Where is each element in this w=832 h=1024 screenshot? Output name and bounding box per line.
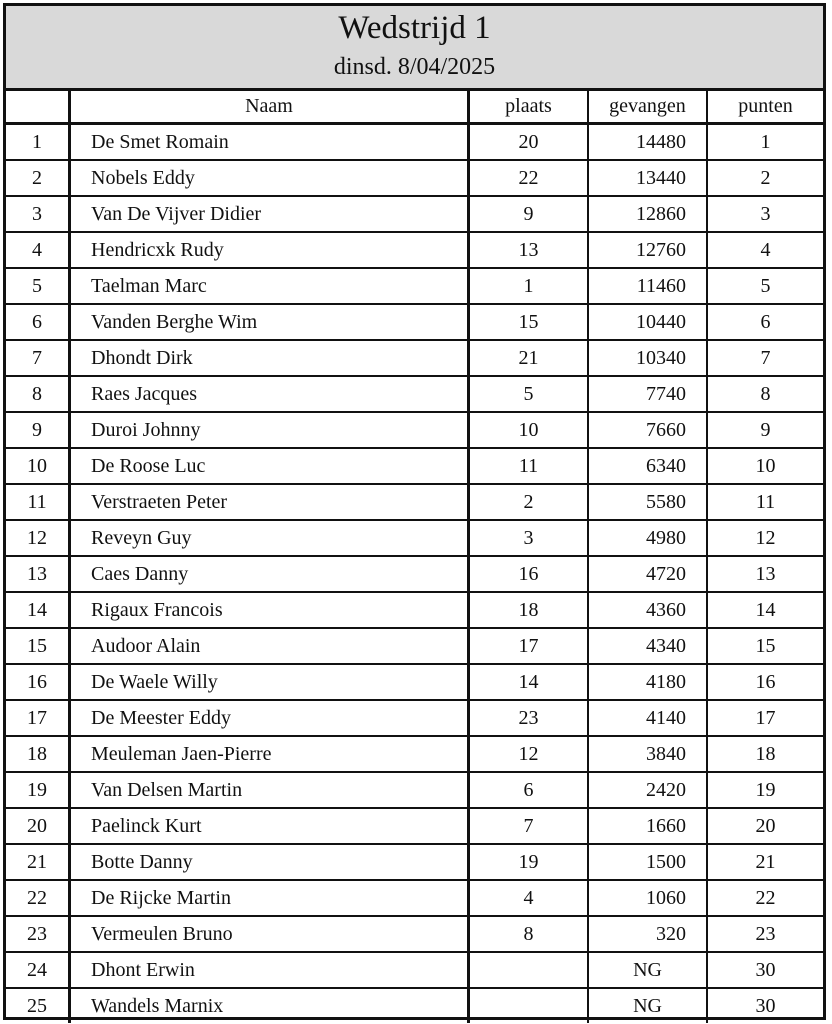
plaats-cell: 20 [469, 124, 589, 161]
rank-cell: 20 [6, 808, 70, 844]
plaats-cell: 18 [469, 592, 589, 628]
gevangen-cell: 12860 [588, 196, 707, 232]
results-table [6, 91, 823, 1023]
plaats-cell: 1 [469, 268, 589, 304]
table-row [6, 988, 823, 1023]
punten-cell: 2 [707, 160, 823, 196]
table-row [6, 700, 823, 736]
punten-cell: 23 [707, 916, 823, 952]
gevangen-cell: 4360 [588, 592, 707, 628]
rank-cell: 10 [6, 448, 70, 484]
column-header-plaats: plaats [469, 91, 589, 124]
table-row [6, 232, 823, 268]
table-row [6, 340, 823, 376]
gevangen-cell: 6340 [588, 448, 707, 484]
plaats-cell: 16 [469, 556, 589, 592]
punten-cell: 1 [760, 131, 771, 153]
table-row [6, 160, 823, 196]
gevangen-cell: 1060 [588, 880, 707, 916]
rank-cell: 8 [6, 376, 70, 412]
name-cell: De Rijcke Martin [70, 880, 469, 916]
punten-cell: 21 [707, 844, 823, 880]
gevangen-cell: 11460 [588, 268, 707, 304]
plaats-cell: 13 [469, 232, 589, 268]
plaats-cell [469, 952, 589, 988]
rank-cell: 23 [6, 916, 70, 952]
gevangen-cell: NG [588, 952, 707, 988]
plaats-cell: 9 [469, 196, 589, 232]
table-row [6, 124, 823, 161]
table-row [6, 484, 823, 520]
punten-cell: 3 [707, 196, 823, 232]
rank-cell: 21 [6, 844, 70, 880]
rank-cell: 4 [6, 232, 70, 268]
name-cell: Caes Danny [70, 556, 469, 592]
name-cell: De Waele Willy [70, 664, 469, 700]
punten-cell: 15 [707, 628, 823, 664]
match-date: dinsd. 8/04/2025 [333, 54, 496, 80]
plaats-cell: 5 [469, 376, 589, 412]
gevangen-cell: 320 [588, 916, 707, 952]
name-cell: Paelinck Kurt [70, 808, 469, 844]
plaats-cell: 22 [469, 160, 589, 196]
rank-cell: 14 [6, 592, 70, 628]
punten-cell: 17 [707, 700, 823, 736]
rank-cell: 18 [6, 736, 70, 772]
rank-cell: 1 [6, 124, 70, 161]
punten-cell: 5 [707, 268, 823, 304]
plaats-cell: 21 [469, 340, 589, 376]
name-cell: Dhont Erwin [70, 952, 469, 988]
punten-cell: 12 [707, 520, 823, 556]
table-row [6, 520, 823, 556]
name-cell: Raes Jacques [70, 376, 469, 412]
rank-cell: 11 [6, 484, 70, 520]
plaats-cell: 14 [469, 664, 589, 700]
plaats-cell: 8 [469, 916, 589, 952]
name-cell: De Roose Luc [70, 448, 469, 484]
plaats-cell: 12 [469, 736, 589, 772]
table-header-row [6, 91, 823, 124]
title-band [6, 6, 823, 91]
gevangen-cell: 5580 [588, 484, 707, 520]
plaats-cell: 4 [469, 880, 589, 916]
punten-cell: 6 [707, 304, 823, 340]
rank-cell: 15 [6, 628, 70, 664]
rank-cell: 25 [6, 988, 70, 1023]
punten-cell: 19 [707, 772, 823, 808]
gevangen-cell: 4980 [588, 520, 707, 556]
plaats-cell: 10 [469, 412, 589, 448]
punten-cell: 13 [707, 556, 823, 592]
name-cell: Nobels Eddy [70, 160, 469, 196]
name-cell: Audoor Alain [70, 628, 469, 664]
name-cell: Verstraeten Peter [70, 484, 469, 520]
column-header-rank [6, 91, 70, 124]
rank-cell: 9 [6, 412, 70, 448]
gevangen-cell: 13440 [588, 160, 707, 196]
rank-cell: 17 [6, 700, 70, 736]
gevangen-cell: 1660 [588, 808, 707, 844]
table-row [6, 556, 823, 592]
name-cell: Wandels Marnix [70, 988, 469, 1023]
punten-cell: 18 [707, 736, 823, 772]
rank-cell: 7 [6, 340, 70, 376]
punten-cell: 8 [707, 376, 823, 412]
rank-cell: 24 [6, 952, 70, 988]
page-title: Wedstrijd 1 [338, 10, 491, 46]
table-row [6, 664, 823, 700]
gevangen-cell: 4340 [588, 628, 707, 664]
plaats-cell: 17 [469, 628, 589, 664]
table-row [6, 196, 823, 232]
table-row [6, 736, 823, 772]
punten-cell: 4 [707, 232, 823, 268]
punten-cell: 14 [707, 592, 823, 628]
name-cell: Taelman Marc [70, 268, 469, 304]
results-sheet [3, 3, 826, 1020]
rank-cell: 22 [6, 880, 70, 916]
column-header-naam: Naam [70, 91, 469, 124]
table-row [6, 952, 823, 988]
rank-cell: 13 [6, 556, 70, 592]
name-cell: Meuleman Jaen-Pierre [70, 736, 469, 772]
rank-cell: 19 [6, 772, 70, 808]
gevangen-cell: 7740 [588, 376, 707, 412]
plaats-cell: 2 [469, 484, 589, 520]
table-row [6, 376, 823, 412]
gevangen-cell: 7660 [588, 412, 707, 448]
table-row [6, 916, 823, 952]
name-cell: Dhondt Dirk [70, 340, 469, 376]
name-cell: Van De Vijver Didier [70, 196, 469, 232]
gevangen-cell: 12760 [588, 232, 707, 268]
punten-cell: 7 [707, 340, 823, 376]
gevangen-cell: 4720 [588, 556, 707, 592]
rank-cell: 3 [6, 196, 70, 232]
punten-cell: 22 [707, 880, 823, 916]
plaats-cell: 7 [469, 808, 589, 844]
table-row [6, 268, 823, 304]
name-cell: Reveyn Guy [70, 520, 469, 556]
punten-cell: 30 [707, 988, 823, 1023]
punten-cell: 30 [707, 952, 823, 988]
name-cell: Rigaux Francois [70, 592, 469, 628]
rank-cell: 5 [6, 268, 70, 304]
punten-cell: 9 [707, 412, 823, 448]
plaats-cell: 15 [469, 304, 589, 340]
gevangen-cell: 14480 [588, 124, 707, 161]
plaats-cell: 23 [469, 700, 589, 736]
table-row [6, 592, 823, 628]
column-header-punten: punten [707, 91, 823, 124]
name-cell: De Meester Eddy [70, 700, 469, 736]
table-row [6, 412, 823, 448]
table-row [6, 448, 823, 484]
plaats-cell [469, 988, 589, 1023]
punten-cell: 10 [707, 448, 823, 484]
name-cell: Duroi Johnny [70, 412, 469, 448]
rank-cell: 16 [6, 664, 70, 700]
gevangen-cell: 4180 [588, 664, 707, 700]
gevangen-cell: 10340 [588, 340, 707, 376]
rank-cell: 6 [6, 304, 70, 340]
column-header-gevangen: gevangen [588, 91, 707, 124]
name-cell: De Smet Romain [70, 124, 469, 161]
gevangen-cell: 1500 [588, 844, 707, 880]
name-cell: Vanden Berghe Wim [70, 304, 469, 340]
plaats-cell: 3 [469, 520, 589, 556]
table-row [6, 844, 823, 880]
gevangen-cell: 4140 [588, 700, 707, 736]
name-cell: Hendricxk Rudy [70, 232, 469, 268]
plaats-cell: 11 [469, 448, 589, 484]
plaats-cell: 6 [469, 772, 589, 808]
punten-cell: 16 [707, 664, 823, 700]
gevangen-cell: 3840 [588, 736, 707, 772]
name-cell: Vermeulen Bruno [70, 916, 469, 952]
table-row [6, 304, 823, 340]
gevangen-cell: NG [588, 988, 707, 1023]
gevangen-cell: 10440 [588, 304, 707, 340]
gevangen-cell: 2420 [588, 772, 707, 808]
name-cell: Botte Danny [70, 844, 469, 880]
table-row [6, 808, 823, 844]
table-row [6, 880, 823, 916]
plaats-cell: 19 [469, 844, 589, 880]
table-row [6, 628, 823, 664]
rank-cell: 12 [6, 520, 70, 556]
punten-cell: 20 [707, 808, 823, 844]
name-cell: Van Delsen Martin [70, 772, 469, 808]
rank-cell: 2 [6, 160, 70, 196]
table-row [6, 772, 823, 808]
punten-cell: 11 [707, 484, 823, 520]
